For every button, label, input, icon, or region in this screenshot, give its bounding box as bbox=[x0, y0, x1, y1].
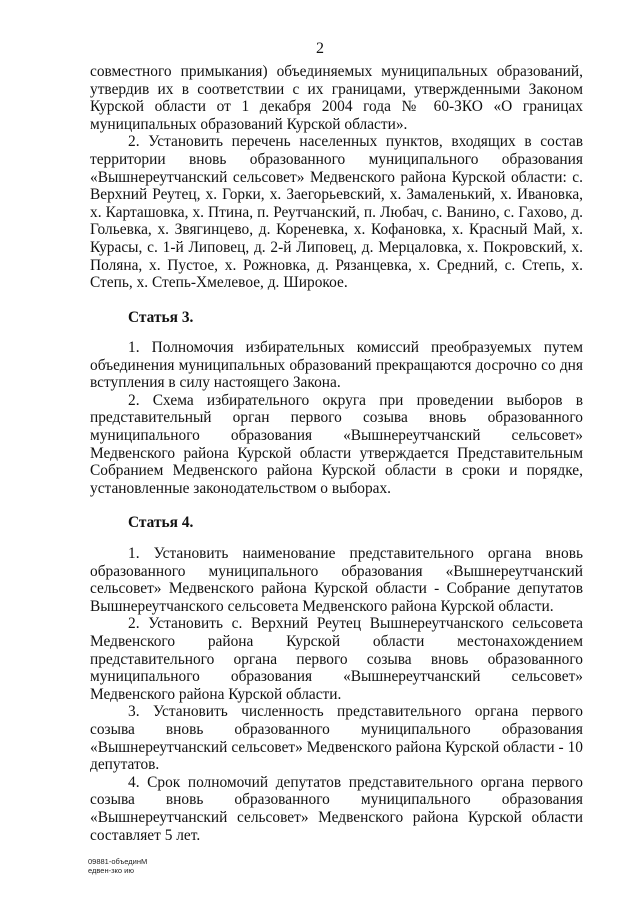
footer-filename: 09881-объединМедвен-зко ию bbox=[88, 857, 148, 875]
intro-continuation-paragraph: совместного примыкания) объединяемых муниципальных образований, утвердив их в соответствии с их границами, утвержденными Законом Курской области от 1 декабря 2004 года № 60-ЗКО «О границах муниципальных образований Курской области». bbox=[90, 63, 583, 133]
article-4-item-4: 4. Срок полномочий депутатов представительного органа первого созыва вновь образованного муниципального образования «Вышнереутчанский сельсовет» Медвенского района Курской области составляет 5 лет. bbox=[90, 773, 583, 844]
article-4-heading: Статья 4. bbox=[128, 514, 194, 531]
article-4-body bbox=[90, 545, 583, 844]
intro-item-2-paragraph: 2. Установить перечень населенных пунктов, входящих в состав территории вновь образованного муниципального образования «Вышнереутчанский сельсовет» Медвенского района Курской области: с. Верхний Реутец, х. Горки, х. Заегорьевский, х. Замаленький, х. Ивановка, х. Карташовка, х. Птина, п. Реутчанский, п. Любач, с. Ванино, с. Гахово, д. Гольевка, х. Звягинцево, д. Кореневка, х. Кофановка, х. Красный Май, х. Курасы, с. 1-й Липовец, д. 2-й Липовец, д. Мерцаловка, х. Покровский, х. Поляна, х. Пустое, х. Рожновка, д. Рязанцевка, х. Средний, с. Степь, х. Степь, х. Степь-Хмелевое, д. Широкое. bbox=[90, 133, 583, 292]
page-number: 2 bbox=[316, 40, 324, 57]
article-4-item-3: 3. Установить численность представительного органа первого созыва вновь образованного муниципального образования «Вышнереутчанский сельсовет» Медвенского района Курской области - 10 депутатов. bbox=[90, 703, 583, 774]
article-3-item-2: 2. Схема избирательного округа при проведении выборов в представительный орган первого созыва вновь образованного муниципального образования «Вышнереутчанский сельсовет» Медвенского района Курской области утверждается Представительным Собранием Медвенского района Курской области в сроки и порядке, установленные законодательством о выборах. bbox=[90, 391, 583, 497]
article-4-item-1: 1. Установить наименование представительного органа вновь образованного муниципального образования «Вышнереутчанский сельсовет» Медвенского района Курской области - Собрание депутатов Вышнереутчанского сельсовета Медвенского района Курской области. bbox=[90, 545, 583, 615]
article-3-item-1: 1. Полномочия избирательных комиссий преобразуемых путем объединения муниципальных образований прекращаются досрочно со дня вступления в силу настоящего Закона. bbox=[90, 339, 583, 392]
article-4-item-2: 2. Установить с. Верхний Реутец Вышнереутчанского сельсовета Медвенского района Курской области местонахождением представительного органа первого созыва вновь образованного муниципального образования «Вышнереутчанский сельсовет» Медвенского района Курской области. bbox=[90, 615, 583, 703]
article-3-body bbox=[90, 339, 583, 497]
intro-section bbox=[90, 63, 583, 292]
article-3-heading: Статья 3. bbox=[128, 309, 194, 326]
